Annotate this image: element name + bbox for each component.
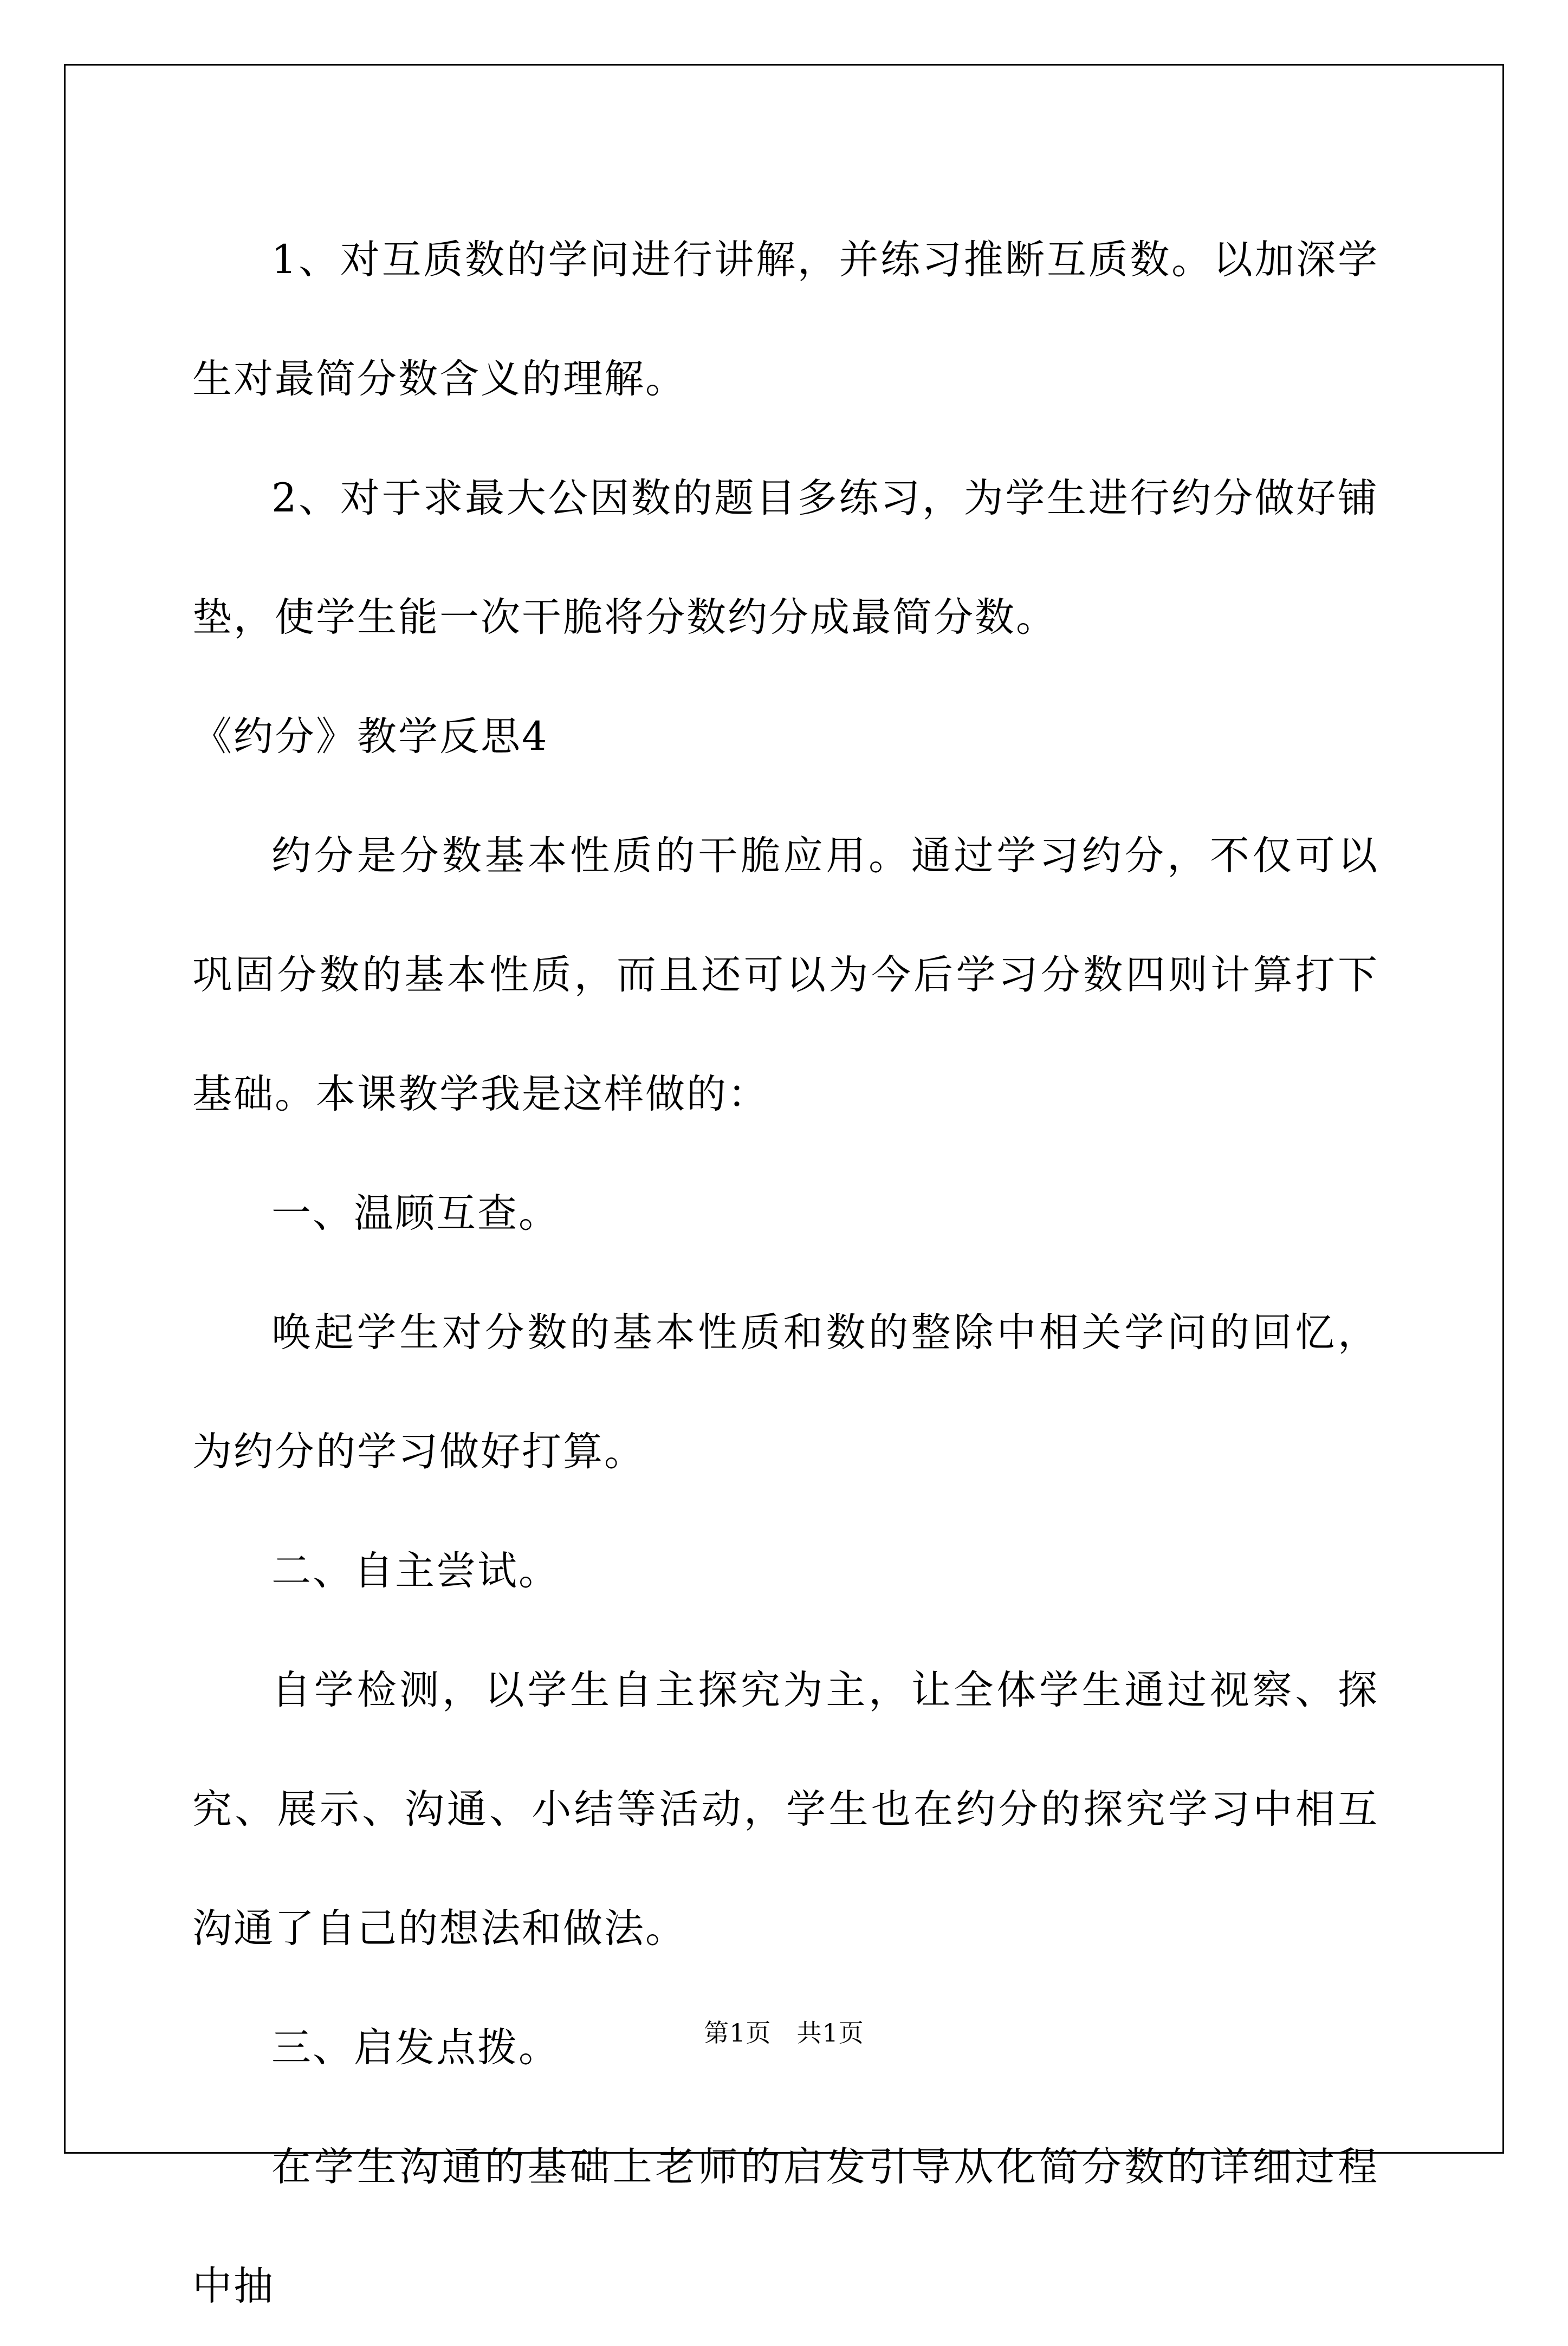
paragraph-4: 一、温顾互查。 (271, 1190, 560, 1236)
section-heading: 《约分》教学反思4 (192, 714, 549, 760)
paragraph-9: 在学生沟通的基础上老师的启发引导从化简分数的详细过程中抽 (192, 2144, 1379, 2309)
paragraph-5: 唤起学生对分数的基本性质和数的整除中相关学问的回忆，为约分的学习做好打算。 (192, 1310, 1379, 1475)
paragraph-7: 自学检测，以学生自主探究为主，让全体学生通过视察、探究、展示、沟通、小结等活动，学生也在约分的探究学习中相互沟通了自己的想法和做法。 (192, 1667, 1379, 1952)
paragraph-3: 约分是分数基本性质的干脆应用。通过学习约分，不仅可以巩固分数的基本性质，而且还可以为今后学习分数四则计算打下基础。本课教学我是这样做的： (192, 833, 1379, 1117)
paragraph-8: 三、启发点拨。 (271, 2025, 560, 2071)
paragraph-6: 二、自主尝试。 (271, 1548, 560, 1594)
page-footer: 第1页 共1页 (704, 2018, 864, 2047)
paragraph-2: 2、对于求最大公因数的题目多练习，为学生进行约分做好铺垫，使学生能一次干脆将分数约分成最简分数。 (192, 475, 1379, 640)
paragraph-1: 1、对互质数的学问进行讲解，并练习推断互质数。以加深学生对最简分数含义的理解。 (192, 237, 1379, 402)
